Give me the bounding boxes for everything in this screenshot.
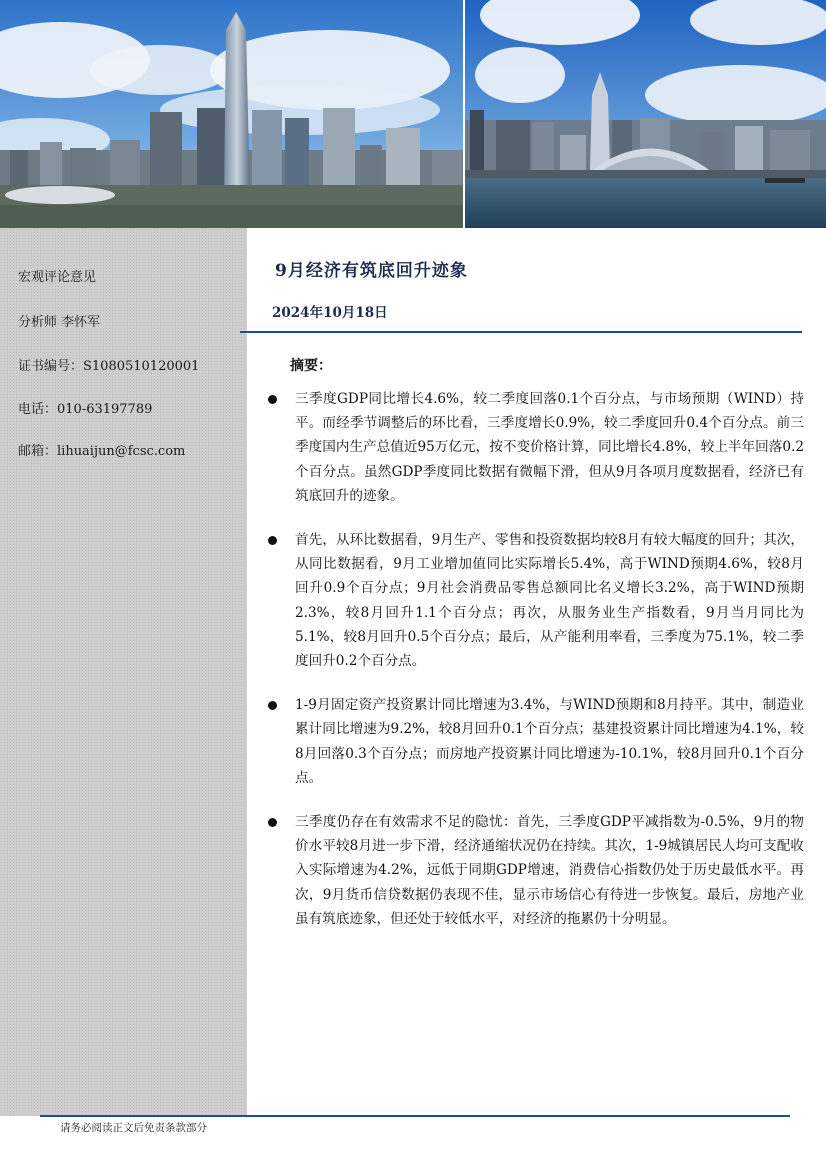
list-item — [268, 387, 804, 508]
list-item — [268, 528, 804, 673]
phone-number: 电话：010-63197789 — [18, 402, 153, 417]
bullet-text: 1-9月固定资产投资累计同比增速为3.4%，与WIND预期和8月持平。其中，制造业累计同比增速为9.2%，较8月回升0.1个百分点；基建投资累计同比增速为4.1%，较8月回落0.3个百分点；而房地产投资累计同比增速为-10.1%，较8月回升0.1个百分点。 — [295, 697, 804, 786]
cert-number: 证书编号：S1080510120001 — [18, 359, 200, 374]
bullet-text: 首先，从环比数据看，9月生产、零售和投资数据均较8月有较大幅度的回升；其次，从同比数据看，9月工业增加值同比实际增长5.4%，高于WIND预期4.6%，较8月回升0.9个百分点；9月社会消费品零售总额同比名义增长3.2%，高于WIND预期2.3%，较8月回升1.1个百分点；再次，从服务业生产指数看，9月当月同比为5.1%，较8月回升0.5个百分点；最后，从产能利用率看，三季度为75.1%，较二季度回升0.2个百分点。 — [295, 532, 804, 670]
bullet-icon — [268, 536, 277, 545]
bullet-icon — [268, 818, 277, 827]
bullet-icon — [268, 395, 277, 404]
bullet-text: 三季度GDP同比增长4.6%，较二季度回落0.1个百分点，与市场预期（WIND）持平。而经季节调整后的环比看，三季度增长0.9%，较二季度回升0.4个百分点。前三季度国内生产总值近95万亿元，按不变价格计算，同比增长4.8%，较上半年回落0.2个百分点。虽然GDP季度同比数据有微幅下滑，但从9月各项月度数据看，经济已有筑底回升的迹象。 — [295, 391, 804, 504]
bullet-text: 三季度仍存在有效需求不足的隐忧：首先，三季度GDP平减指数为-0.5%，9月的物价水平较8月进一步下滑，经济通缩状况仍在持续。其次，1-9城镇居民人均可支配收入实际增速为4.2%，远低于同期GDP增速，消费信心指数仍处于历史最低水平。再次，9月货币信贷数据仍表现不佳，显示市场信心有待进一步恢复。最后，房地产业虽有筑底迹象，但还处于较低水平，对经济的拖累仍十分明显。 — [295, 814, 804, 927]
sidebar — [0, 228, 247, 1116]
report-date: 2024年10月18日 — [272, 305, 388, 321]
bullet-icon — [268, 701, 277, 710]
report-type-label: 宏观评论意见 — [18, 270, 97, 285]
list-item — [268, 810, 804, 931]
analyst-label: 分析师 李怀军 — [18, 315, 101, 330]
report-title: 9月经济有筑底回升迹象 — [275, 261, 468, 281]
summary-list — [268, 387, 804, 951]
header-banner-image — [0, 0, 826, 228]
footer-disclaimer: 请务必阅读正文后免责条款部分 — [60, 1122, 207, 1134]
list-item — [268, 693, 804, 790]
summary-heading: 摘要： — [290, 358, 332, 374]
header-divider — [240, 331, 802, 333]
footer-divider — [40, 1115, 790, 1117]
email-address: 邮箱：lihuaijun@fcsc.com — [18, 444, 186, 459]
